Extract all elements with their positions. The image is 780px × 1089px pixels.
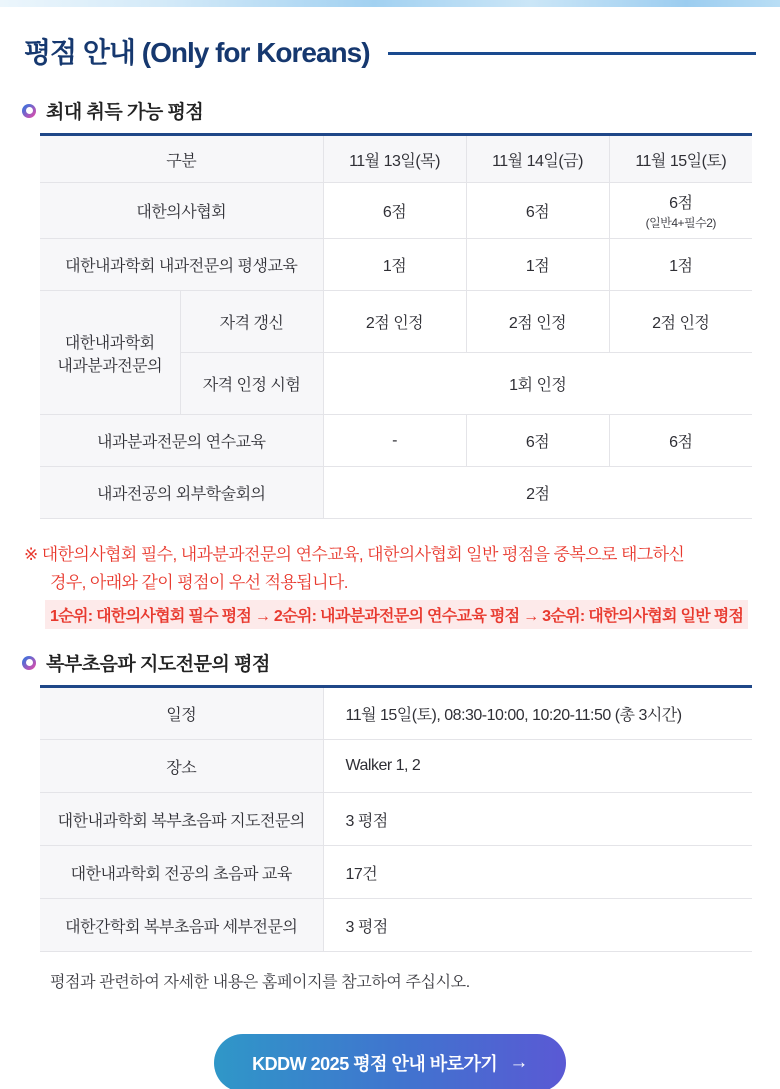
cell-value-merged: 2점 (323, 467, 752, 519)
row-sublabel: 자격 인정 시험 (180, 353, 323, 415)
table-row (40, 467, 752, 519)
row-label: 대한내과학회 전공의 초음파 교육 (40, 846, 323, 899)
row-label: 대한내과학회 내과전문의 평생교육 (40, 239, 323, 291)
title-divider-line (388, 52, 756, 55)
row-label: 내과전공의 외부학술회의 (40, 467, 323, 519)
table-row (40, 415, 752, 467)
row-sublabel: 자격 갱신 (180, 291, 323, 353)
table-row (40, 687, 752, 740)
table-row (40, 183, 752, 239)
cell-value: 6점 (466, 183, 609, 239)
cell-value: 2점 인정 (323, 291, 466, 353)
cell-value: 1점 (466, 239, 609, 291)
note-line2: 경우, 아래와 같이 평점이 우선 적용됩니다. (50, 573, 348, 593)
row-group-label (40, 291, 180, 415)
row-label: 대한의사협회 (40, 183, 323, 239)
cell-value: 6점 (323, 183, 466, 239)
page-title: 평점 안내 (Only for Koreans) (24, 37, 370, 68)
table-row (40, 291, 752, 353)
cell-value: 2점 인정 (609, 291, 752, 353)
top-banner-strip (0, 0, 780, 7)
cell-value: 1점 (323, 239, 466, 291)
cell-value-subnote: (일반4+필수2) (645, 216, 716, 230)
homepage-reference-note: 평점과 관련하여 자세한 내용은 홈페이지를 참고하여 주십시오. (50, 974, 470, 992)
section-heading-ultrasound (22, 649, 780, 676)
cell-value: Walker 1, 2 (323, 740, 752, 793)
arrow-right-icon: → (509, 1052, 528, 1074)
cell-value-merged: 1회 인정 (323, 353, 752, 415)
table-row (40, 239, 752, 291)
header-nov15: 11월 15일(토) (609, 135, 752, 183)
ring-bullet-icon (22, 656, 36, 670)
note-line1: ※ 대한의사협회 필수, 내과분과전문의 연수교육, 대한의사협회 일반 평점을 중복으로 태그하신 (24, 545, 685, 564)
section1-heading-text: 최대 취득 가능 평점 (46, 102, 204, 123)
cell-value: 6점 (609, 415, 752, 467)
table-row (40, 793, 752, 846)
cell-value: 17건 (323, 846, 752, 899)
cell-value: 3 평점 (323, 899, 752, 952)
table-header-row (40, 135, 752, 183)
row-label: 일정 (40, 687, 323, 740)
cell-value: 11월 15일(토), 08:30-10:00, 10:20-11:50 (총 3시간) (323, 687, 752, 740)
priority-order-highlight: 1순위: 대한의사협회 필수 평점 → 2순위: 내과분과전문의 연수교육 평점 → 3순위: 대한의사협회 일반 평점 (45, 600, 748, 629)
cell-value: 1점 (609, 239, 752, 291)
title-row (24, 31, 756, 71)
section2-heading-text: 복부초음파 지도전문의 평점 (46, 654, 270, 676)
table-row (40, 740, 752, 793)
row-label: 대한내과학회 복부초음파 지도전문의 (40, 793, 323, 846)
header-gubun: 구분 (40, 135, 323, 183)
section-heading-max-credits (22, 97, 780, 124)
row-label: 대한간학회 복부초음파 세부전문의 (40, 899, 323, 952)
cell-value (609, 183, 752, 239)
cell-value: 2점 인정 (466, 291, 609, 353)
cell-value-main: 6점 (669, 195, 693, 212)
header-nov13: 11월 13일(목) (323, 135, 466, 183)
table-row (40, 899, 752, 952)
duplicate-tag-note (24, 541, 756, 597)
group-label-line2: 내과분과전문의 (57, 357, 163, 375)
cta-container (0, 1034, 780, 1089)
table-row (40, 846, 752, 899)
max-credits-table (40, 133, 752, 519)
kddw-credit-info-button[interactable] (214, 1034, 566, 1089)
cell-value: - (323, 415, 466, 467)
ring-bullet-icon (22, 104, 36, 118)
cta-label: KDDW 2025 평점 안내 바로가기 (252, 1054, 498, 1075)
row-label: 장소 (40, 740, 323, 793)
row-label: 내과분과전문의 연수교육 (40, 415, 323, 467)
cell-value: 3 평점 (323, 793, 752, 846)
cell-value: 6점 (466, 415, 609, 467)
ultrasound-credits-table (40, 685, 752, 952)
header-nov14: 11월 14일(금) (466, 135, 609, 183)
group-label-line1: 대한내과학회 (64, 334, 155, 352)
